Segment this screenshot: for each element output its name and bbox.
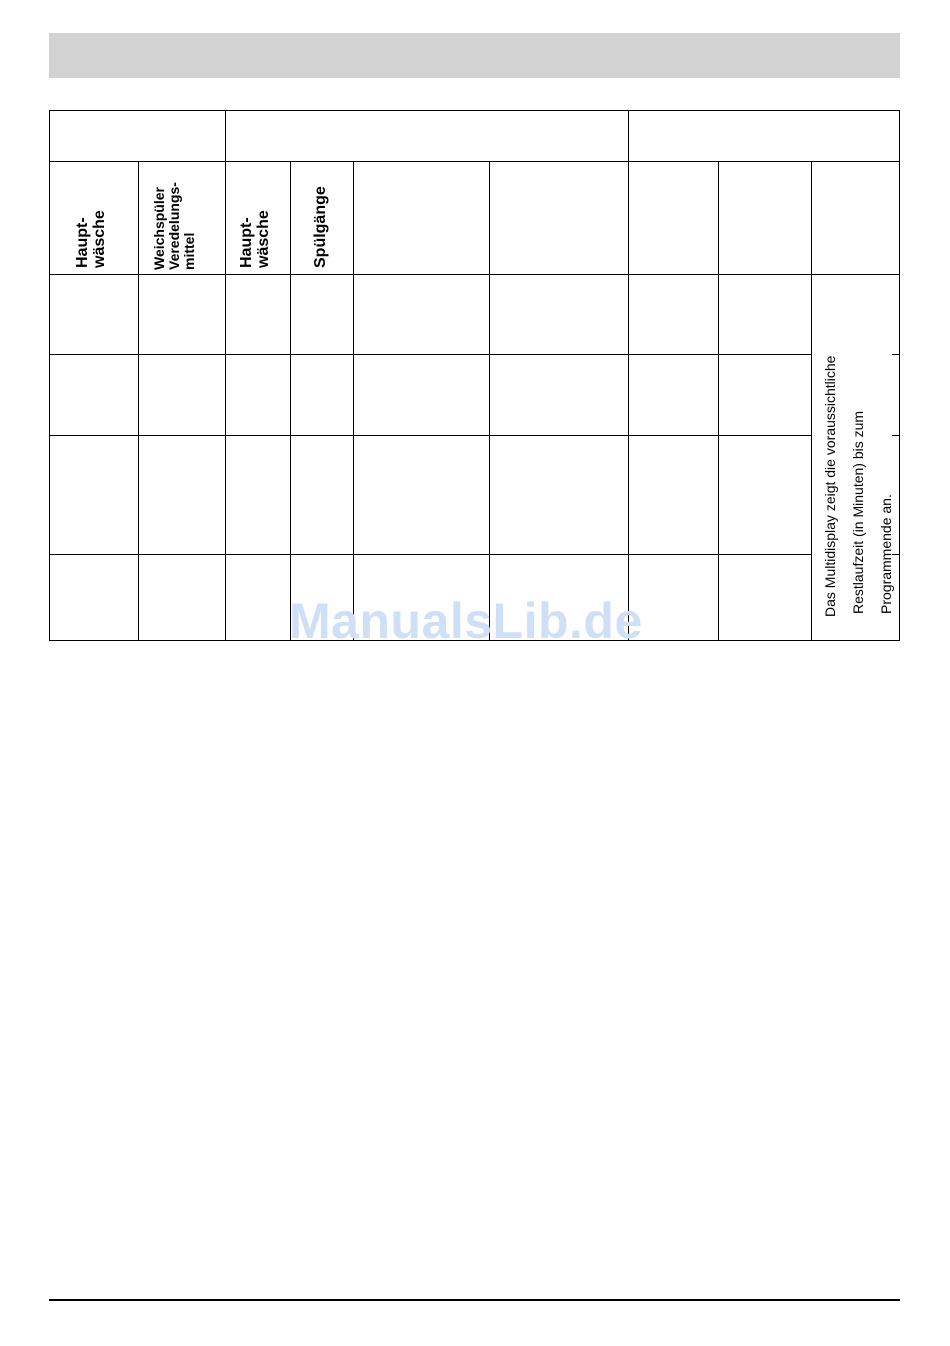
table-col-line-2	[225, 110, 226, 641]
header-bar	[49, 33, 900, 78]
table-border-left	[49, 110, 50, 641]
column-header-spuelgaenge: Spülgänge	[312, 186, 329, 268]
column-header-weichspueler: Weichspüler Veredelungs- mittel	[151, 182, 197, 270]
table-col-line-1	[138, 161, 139, 641]
table-col-line-4	[353, 161, 354, 641]
table-col-line-3	[290, 161, 291, 641]
table-border-top	[49, 110, 900, 111]
table-row-line-1	[49, 354, 900, 355]
table-row-line-2	[49, 435, 900, 436]
table-col-line-7	[718, 161, 719, 641]
table-col-line-5	[489, 161, 490, 641]
table-line-header-end	[49, 274, 900, 275]
remaining-time-note-line-2: Restlaufzeit (in Minuten) bis zum	[850, 410, 866, 614]
table-row-line-3	[49, 554, 900, 555]
watermark: ManualsLib.de	[289, 593, 643, 649]
table-line-header-group	[49, 161, 900, 162]
remaining-time-note-line-1: Das Multidisplay zeigt die voraussichtliche	[822, 355, 838, 617]
remaining-time-note-line-3: Programmende an.	[878, 494, 894, 614]
column-header-hauptwaesche-1: Haupt- wäsche	[74, 210, 108, 268]
table-col-line-8	[811, 161, 812, 641]
column-header-hauptwaesche-2: Haupt- wäsche	[238, 210, 272, 268]
footer-rule	[49, 1299, 900, 1301]
table-col-line-6	[628, 110, 629, 641]
